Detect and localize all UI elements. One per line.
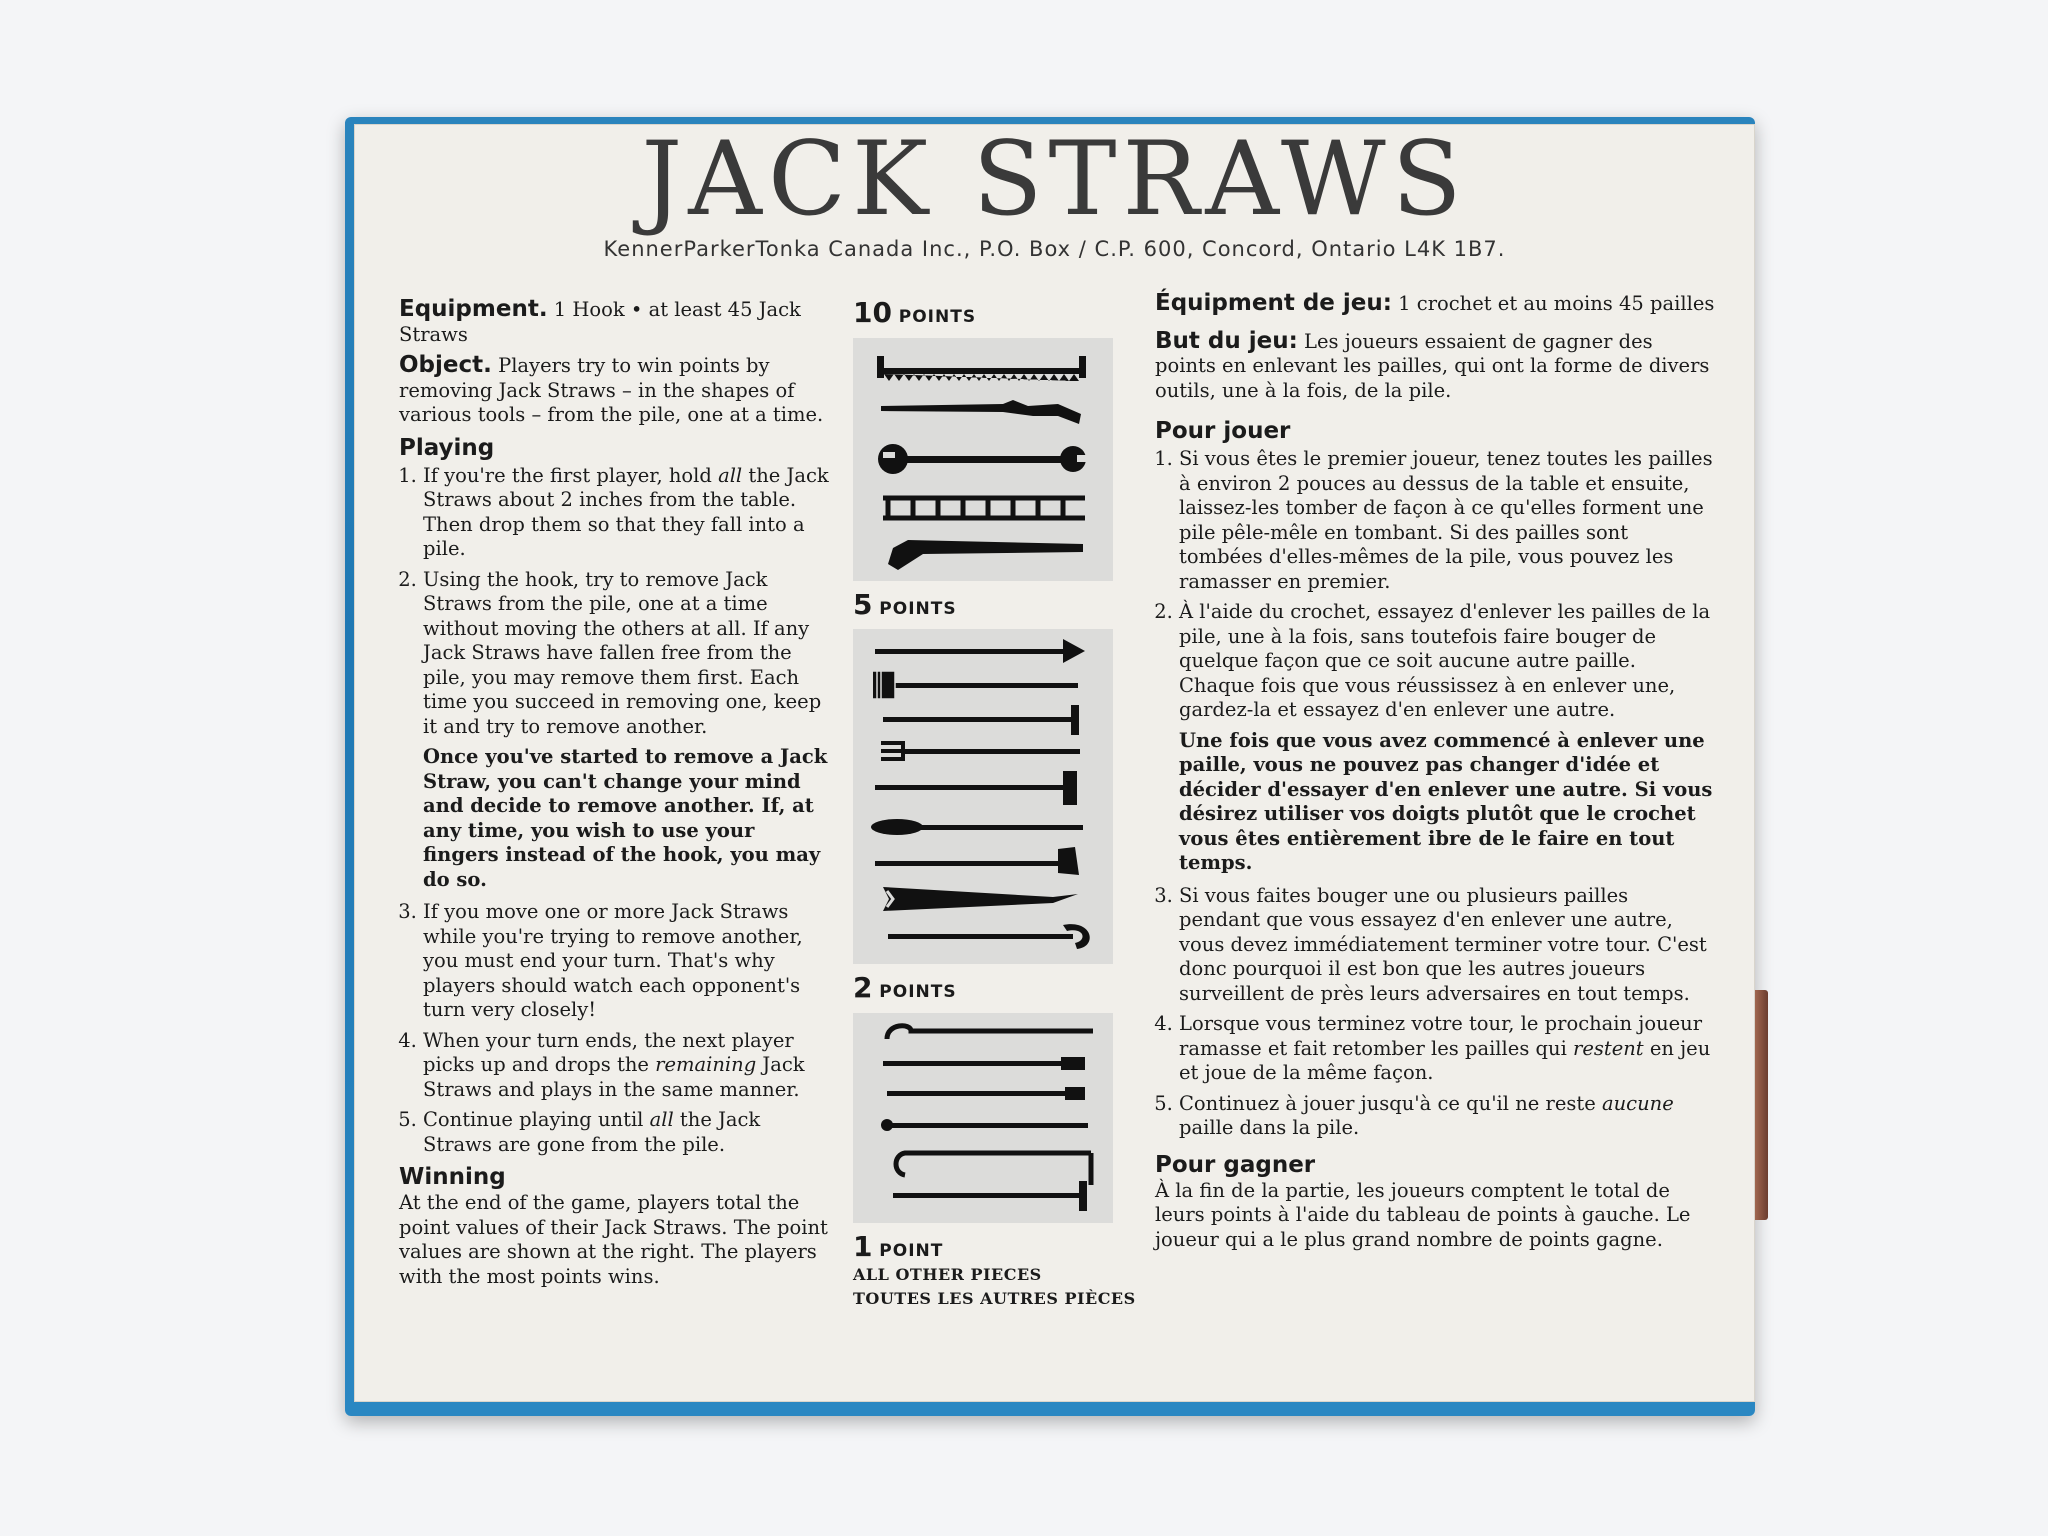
instruction-card (354, 120, 1755, 1402)
ten-points-panel (853, 338, 1113, 581)
screwdriver-icon (883, 1057, 1085, 1070)
five-point-tools (853, 629, 1113, 964)
playing-rules (399, 464, 829, 740)
fr-rule-2: 2. À l'aide du crochet, essayez d'enlever les pailles de la pile, une à la fois, sans toutefois faire bouger de quelque façon que ce soit aucune autre paille. Chaque fois que vous réussissez à en enlever une, gardez-la et essayez d'en enlever une autre. (1179, 600, 1715, 723)
scissors-icon (883, 887, 1078, 911)
fr-but-para (1155, 329, 1715, 404)
rule-5: 5. Continue playing until all the Jack Straws are gone from the pile. (423, 1108, 829, 1157)
cane-icon (887, 1025, 1093, 1038)
fr-but-text: Les joueurs essaient de gagner des points en enlevant les pailles, qui ont la forme de divers outils, une à la fois, de la pile. (1155, 329, 1710, 402)
game-title: JACK STRAWS (641, 120, 1468, 239)
publisher-address: KennerParkerTonka Canada Inc., P.O. Box / C.P. 600, Concord, Ontario L4K 1B7. (603, 237, 1506, 261)
ladder-icon (883, 498, 1085, 518)
object-para (399, 353, 829, 428)
winning-text: At the end of the game, players total the point values of their Jack Straws. The point values are shown at the right. The players with the most points wins. (399, 1191, 828, 1288)
two-points-panel (853, 1013, 1113, 1223)
rake-icon (873, 671, 1078, 699)
mallet-icon (893, 1181, 1087, 1211)
all-other-pieces: ALL OTHER PIECES (853, 1265, 1042, 1284)
playing-heading: Playing (399, 434, 495, 461)
wrench-icon (878, 444, 1087, 474)
fr-equipment-text: 1 crochet et au moins 45 pailles (1391, 292, 1715, 315)
spade-icon (875, 639, 1085, 663)
one-point-label: 1 POINT (853, 1229, 944, 1263)
fr-rules (1155, 447, 1715, 723)
fr-jouer-heading: Pour jouer (1155, 418, 1291, 444)
fr-gagner-heading: Pour gagner (1155, 1151, 1316, 1178)
equipment-para (399, 297, 829, 347)
fr-equipment-heading: Équipment de jeu: (1155, 290, 1392, 316)
fr-bold-note: Une fois que vous avez commencé à enlever une paille, vous ne pouvez pas changer d'idée et décider d'essayer d'en enlever une autre. Si vous désirez utiliser vos doigts plutôt que le crochet vous êtes entièrement ibre de le faire en tout temps. (1179, 728, 1713, 874)
fr-rules-cont (1155, 884, 1715, 1141)
toutes-les-autres: TOUTES LES AUTRES PIÈCES (853, 1289, 1136, 1308)
rifle-icon (881, 400, 1081, 424)
pitchfork-icon (881, 741, 1080, 761)
pin-icon (881, 1119, 1088, 1131)
ten-points-label: 10 POINTS (853, 296, 977, 329)
handsaw-icon (888, 540, 1083, 570)
golf-club-icon (896, 1153, 1091, 1185)
two-points-label: 2 POINTS (853, 971, 957, 1004)
ten-point-tools (853, 338, 1113, 581)
drumstick-icon (887, 1087, 1085, 1100)
bold-note: Once you've started to remove a Jack Straw, you can't change your mind and decide to remove another. If, at any time, you wish to use your fingers instead of the hook, you may do so. (423, 745, 828, 891)
equipment-heading: Equipment. (399, 296, 548, 322)
object-heading: Object. (399, 352, 492, 378)
two-point-tools (853, 1013, 1113, 1223)
paddle-icon (871, 819, 1083, 835)
playing-rules-cont (399, 900, 829, 1157)
rule-1: 1. If you're the first player, hold all the Jack Straws about 2 inches from the table. Then drop them so that they fall into a pile. (423, 464, 829, 562)
five-points-label: 5 POINTS (853, 587, 957, 621)
english-instructions (399, 297, 829, 1295)
fr-rule-5: 5. Continuez à jouer jusqu'à ce qu'il ne reste aucune paille dans la pile. (1179, 1092, 1715, 1141)
winning-heading: Winning (399, 1164, 506, 1190)
axe-icon (875, 847, 1079, 875)
equipment-text: 1 Hook • at least 45 Jack Straws (399, 298, 801, 346)
fr-rule-4: 4. Lorsque vous terminez votre tour, le prochain joueur ramasse et fait retomber les pailles qui restent en jeu et joue de la même façon. (1179, 1012, 1715, 1086)
sword-icon (888, 924, 1090, 949)
hammer-icon (875, 771, 1077, 805)
fr-gagner-text: À la fin de la partie, les joueurs comptent le total de leurs points à l'aide du tableau de points à gauche. Le joueur qui a le plus grand nombre de points gagne. (1155, 1178, 1691, 1251)
rule-3: 3. If you move one or more Jack Straws while you're trying to remove another, you must end your turn. That's why players should watch each opponent's turn very closely! (423, 900, 829, 1023)
fr-rule-3: 3. Si vous faites bouger une ou plusieurs pailles pendant que vous essayez d'en enlever une autre, vous devez immédiatement terminer votre tour. C'est donc pourquoi il est bon que les autres joueurs surveillent de près leurs adversaires en tout temps. (1179, 884, 1715, 1007)
rule-2: 2. Using the hook, try to remove Jack Straws from the pile, one at a time without moving the others at all. If any Jack Straws have fallen free from the pile, you may remove them first. Each time you succeed in removing one, keep it and try to remove another. (423, 568, 829, 740)
fr-but-heading: But du jeu: (1155, 327, 1298, 354)
fr-equipment-para (1155, 291, 1715, 317)
hoe-icon (883, 705, 1079, 735)
fr-rule-1: 1. Si vous êtes le premier joueur, tenez toutes les pailles à environ 2 pouces au dessus de la table et ensuite, laissez-les tomber de façon à ce qu'elles forment une pile pêle-mêle en tombant. Si des pailles sont tombées d'elles-mêmes de la pile, vous pouvez les ramasser en premier. (1179, 447, 1715, 594)
five-points-panel (853, 629, 1113, 964)
object-text: Players try to win points by removing Jack Straws – in the shapes of various tools – from the pile, one at a time. (399, 354, 824, 426)
points-chart (853, 296, 1143, 1311)
french-instructions (1155, 291, 1715, 1258)
saw-icon (877, 356, 1086, 381)
rule-4: 4. When your turn ends, the next player picks up and drops the remaining Jack Straws and plays in the same manner. (423, 1029, 829, 1103)
